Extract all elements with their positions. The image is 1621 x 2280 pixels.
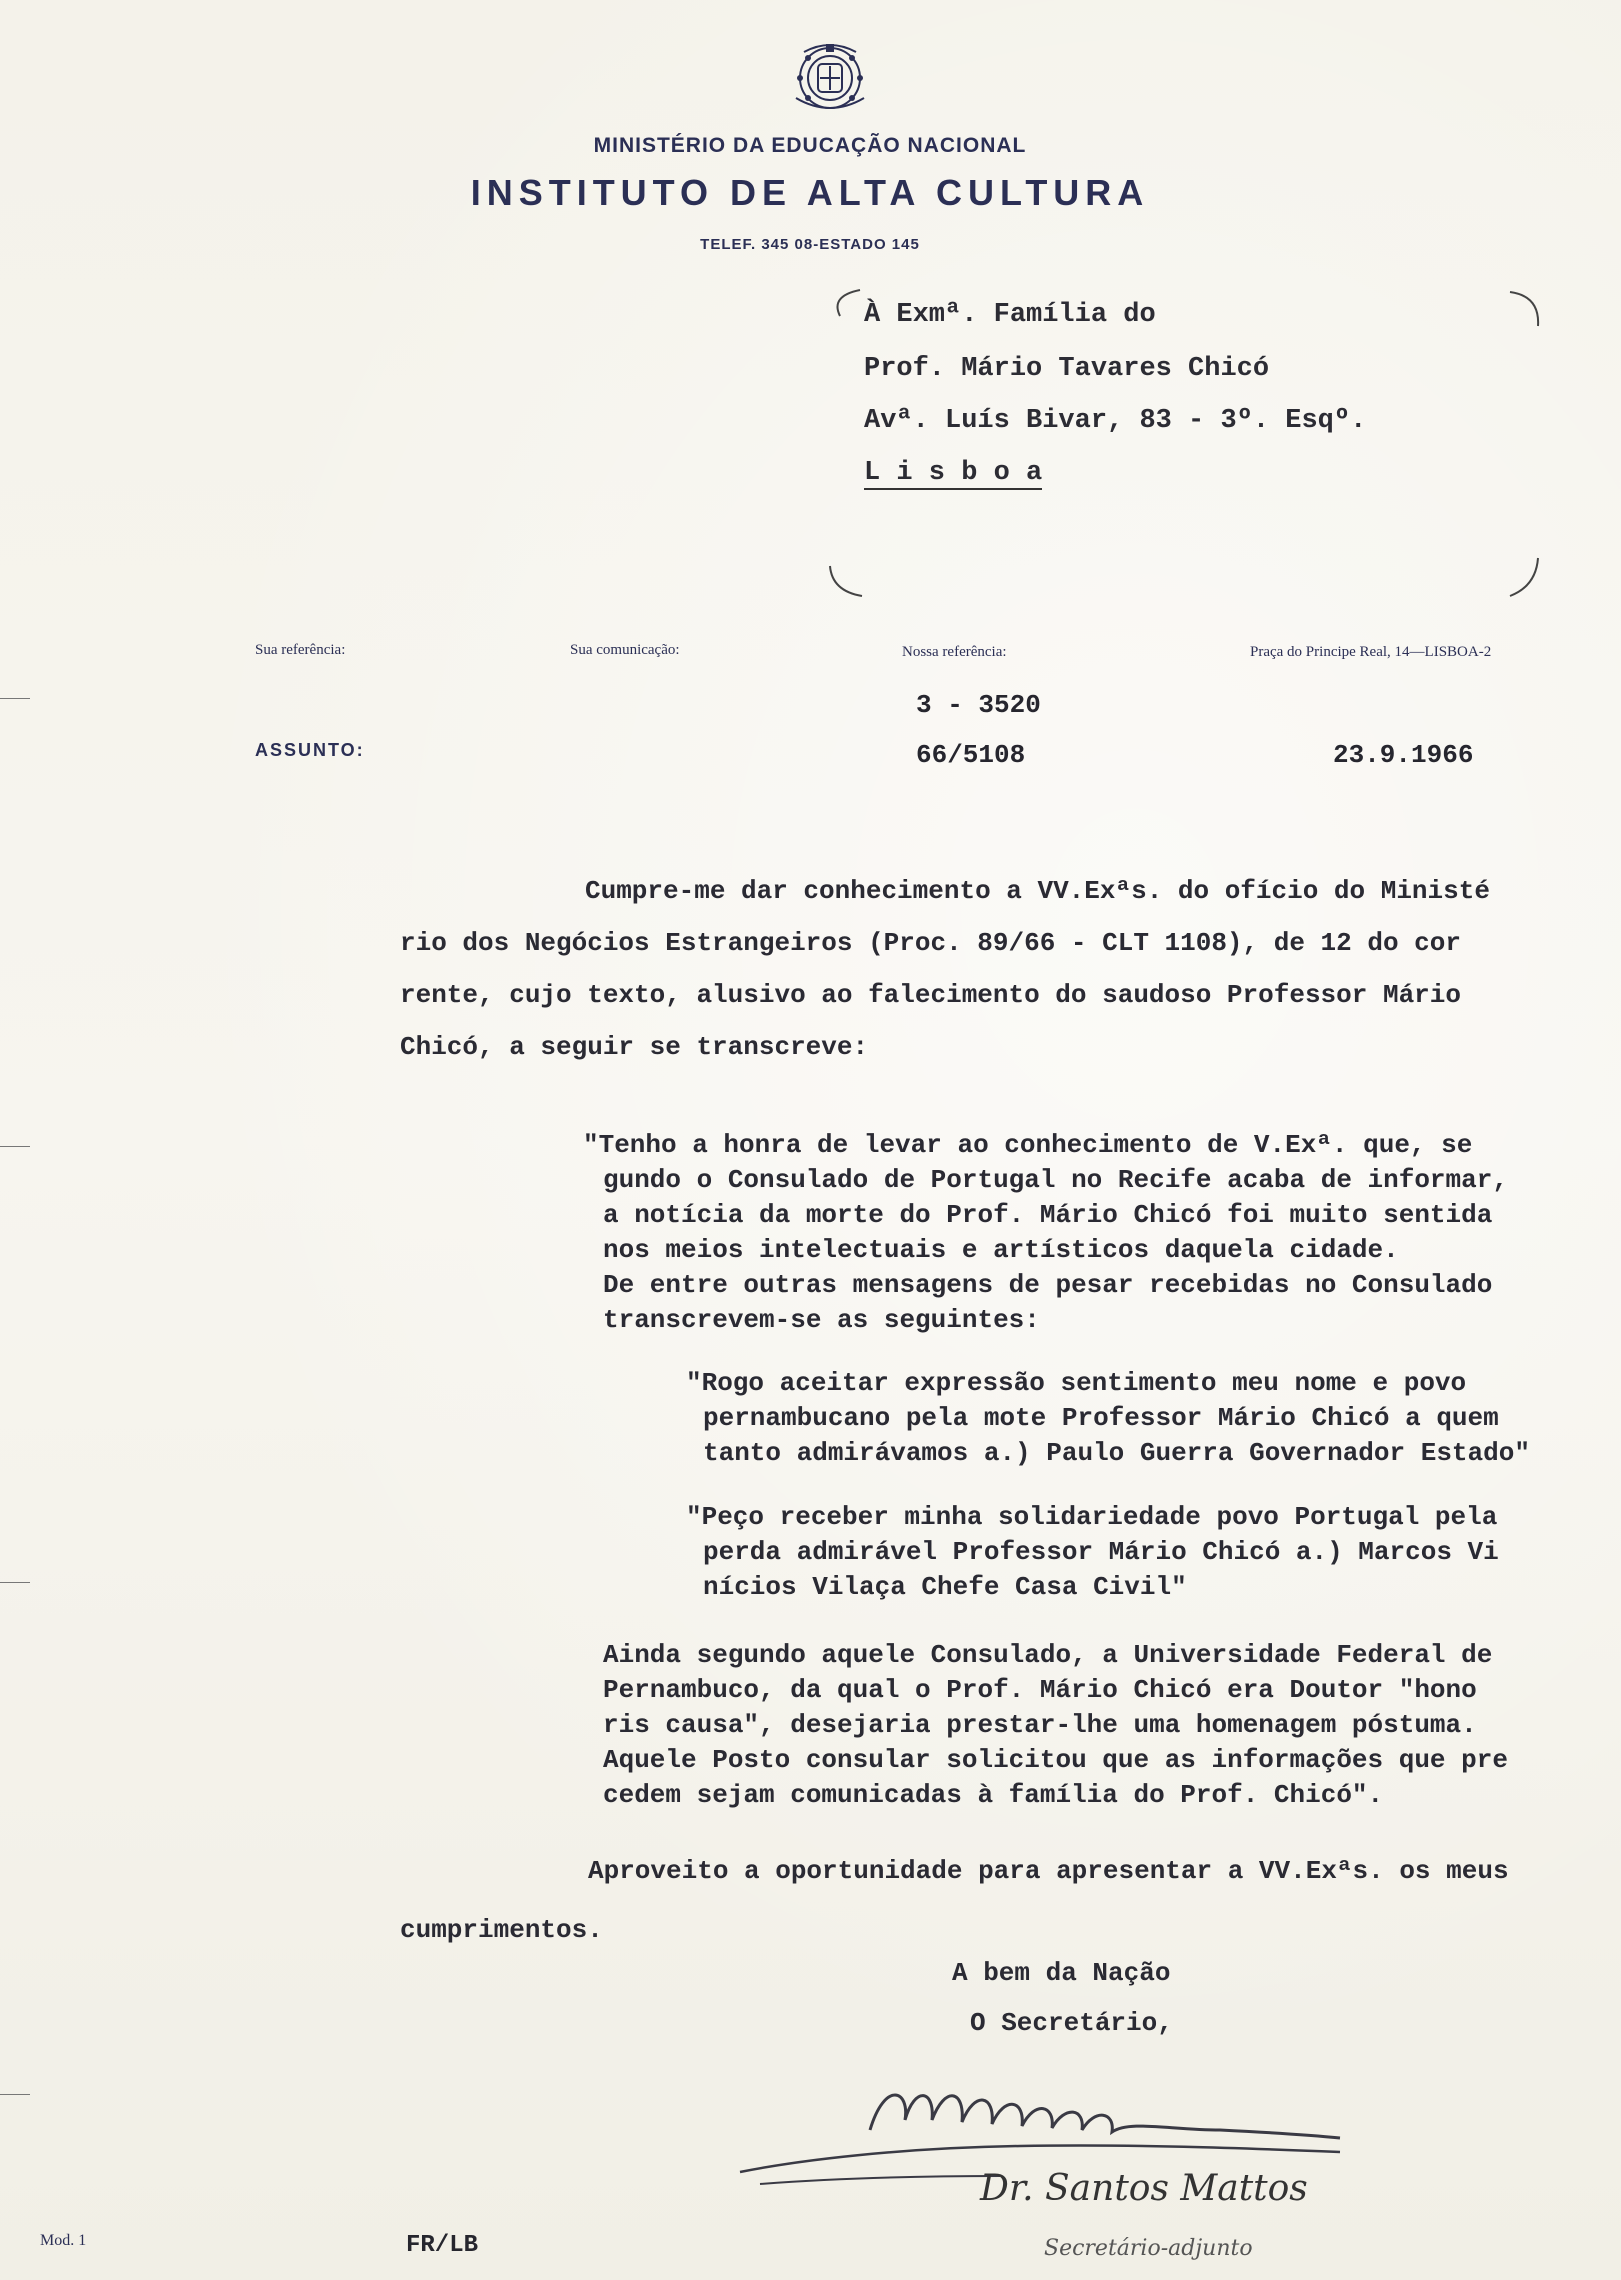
recipient-city: L i s b o a	[864, 458, 1043, 488]
quote-line: Aquele Posto consular solicitou que as informações que pre	[603, 1745, 1508, 1775]
body-line: Cumpre-me dar conhecimento a VV.Exªs. do ofício do Ministé	[585, 876, 1490, 906]
quote-line: a notícia da morte do Prof. Mário Chicó foi muito sentida	[603, 1200, 1493, 1230]
recipient-line-3: Avª. Luís Bivar, 83 - 3º. Esqº.	[864, 406, 1367, 436]
quote-line: "Tenho a honra de levar ao conhecimento de V.Exª. que, se	[583, 1130, 1473, 1160]
quote-line: transcrevem-se as seguintes:	[603, 1305, 1040, 1335]
sua-comunicacao-label: Sua comunicação:	[570, 642, 680, 658]
quote-line: Pernambuco, da qual o Prof. Mário Chicó era Doutor "hono	[603, 1675, 1477, 1705]
recipient-line-2: Prof. Mário Tavares Chicó	[864, 354, 1270, 384]
quote-line: gundo o Consulado de Portugal no Recife acaba de informar,	[603, 1165, 1508, 1195]
letter-date: 23.9.1966	[1333, 740, 1474, 770]
quote-line: pernambucano pela mote Professor Mário Chicó a quem	[703, 1403, 1499, 1433]
fold-mark	[0, 1582, 30, 1583]
ministry-name: MINISTÉRIO DA EDUCAÇÃO NACIONAL	[593, 134, 1027, 157]
reference-number-1: 3 - 3520	[916, 690, 1041, 720]
reference-number-2: 66/5108	[916, 740, 1026, 770]
quote-line: cedem sejam comunicadas à família do Prof. Chicó".	[603, 1780, 1384, 1810]
quote-line: tanto admirávamos a.) Paulo Guerra Governador Estado"	[703, 1438, 1530, 1468]
quote-line: "Peço receber minha solidariedade povo Portugal pela	[686, 1502, 1498, 1532]
signoff-line-1: A bem da Nação	[952, 1958, 1171, 1988]
recipient-line-1: À Exmª. Família do	[864, 300, 1156, 330]
institute-name: INSTITUTO DE ALTA CULTURA	[470, 172, 1150, 213]
form-model-number: Mod. 1	[40, 2232, 87, 2249]
quote-line: "Rogo aceitar expressão sentimento meu nome e povo	[686, 1368, 1467, 1398]
quote-line: nícios Vilaça Chefe Casa Civil"	[703, 1572, 1187, 1602]
sua-referencia-label: Sua referência:	[255, 642, 346, 658]
phone-number: TELEF. 345 08-ESTADO 145	[700, 236, 920, 253]
nossa-referencia-label: Nossa referência:	[902, 644, 1007, 660]
fold-mark	[0, 1146, 30, 1147]
coat-of-arms-icon	[784, 38, 876, 116]
fold-mark	[0, 2094, 30, 2095]
body-line: Chicó, a seguir se transcreve:	[400, 1032, 869, 1062]
address-brackets	[820, 286, 1550, 606]
quote-line: ris causa", desejaria prestar-lhe uma homenagem póstuma.	[603, 1710, 1477, 1740]
body-line: rio dos Negócios Estrangeiros (Proc. 89/66 - CLT 1108), de 12 do cor	[400, 928, 1461, 958]
quote-line: nos meios intelectuais e artísticos daquela cidade.	[603, 1235, 1399, 1265]
quote-line: perda admirável Professor Mário Chicó a.) Marcos Vi	[703, 1537, 1499, 1567]
typist-initials: FR/LB	[406, 2232, 479, 2259]
quote-line: De entre outras mensagens de pesar recebidas no Consulado	[603, 1270, 1493, 1300]
signature-name: Dr. Santos Mattos	[980, 2168, 1308, 2209]
closing-line: cumprimentos.	[400, 1915, 603, 1945]
office-address: Praça do Principe Real, 14—LISBOA-2	[1250, 644, 1492, 660]
signature-title: Secretário-adjunto	[1044, 2236, 1253, 2261]
signoff-line-2: O Secretário,	[970, 2008, 1173, 2038]
fold-mark	[0, 698, 30, 699]
quote-line: Ainda segundo aquele Consulado, a Universidade Federal de	[603, 1640, 1493, 1670]
closing-line: Aproveito a oportunidade para apresentar a VV.Exªs. os meus	[588, 1856, 1509, 1886]
body-line: rente, cujo texto, alusivo ao falecimento do saudoso Professor Mário	[400, 980, 1461, 1010]
assunto-label: ASSUNTO:	[255, 740, 365, 760]
